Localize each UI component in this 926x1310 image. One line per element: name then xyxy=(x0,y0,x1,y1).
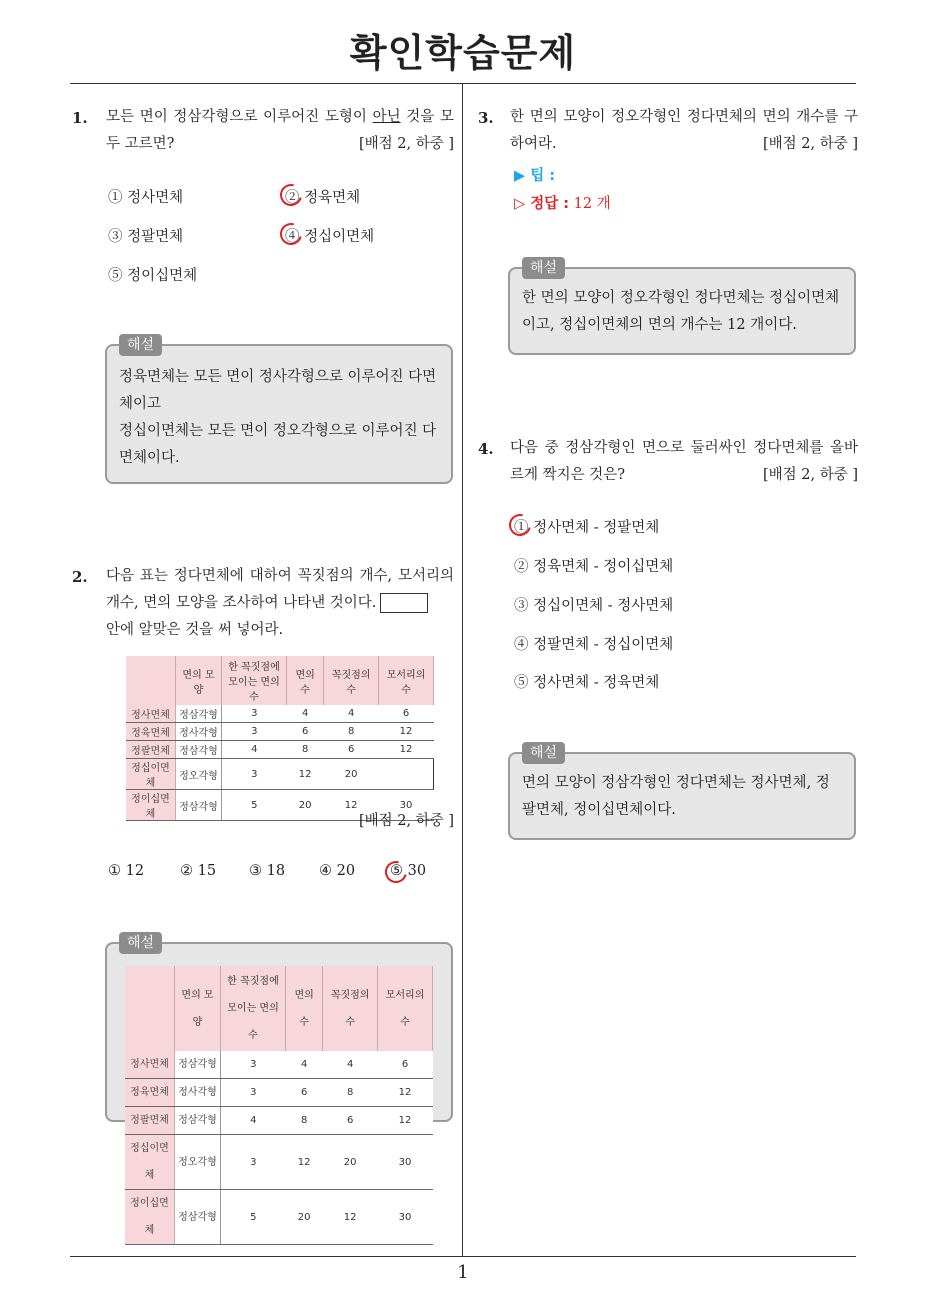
q3-tip-label: ▶ 팁 : xyxy=(514,168,556,184)
q1-option-2[interactable]: ② 정육면체 xyxy=(285,190,361,206)
q3-text: 한 면의 모양이 정오각형인 정다면체의 면의 개수를 구하여라. [배점 2, 하중 ] xyxy=(510,104,858,158)
table-header-cell: 꼭짓점의 수 xyxy=(323,966,378,1051)
table-cell: 4 xyxy=(323,1051,378,1079)
table-header-cell: 꼭짓점의 수 xyxy=(324,656,379,705)
table-header-cell xyxy=(125,966,174,1051)
top-divider xyxy=(70,83,856,84)
table-cell: 20 xyxy=(323,1135,378,1190)
table-cell: 3 xyxy=(221,1051,286,1079)
table-cell: 12 xyxy=(323,1190,378,1245)
q3-answer xyxy=(514,192,611,213)
table-cell: 3 xyxy=(221,1079,286,1107)
table-cell: 12 xyxy=(378,1107,433,1135)
q3-answer-value: 12 개 xyxy=(569,196,611,212)
table-cell: 8 xyxy=(287,741,324,759)
q3-explanation-box xyxy=(508,260,856,355)
table-cell: 6 xyxy=(379,705,434,723)
q2-answer-mark-5 xyxy=(381,857,411,887)
table-cell: 30 xyxy=(378,1190,433,1245)
q1-option-5[interactable]: ⑤ 정이십면체 xyxy=(108,268,198,284)
q1-meta: [배점 2, 하중 ] xyxy=(358,136,454,152)
table-cell xyxy=(379,759,434,790)
table-cell: 4 xyxy=(287,705,324,723)
table-header-cell: 한 꼭짓점에 모이는 면의 수 xyxy=(221,966,286,1051)
q1-explanation-line-2: 정십이면체는 모든 면이 정오각형으로 이루어진 다면체이다. xyxy=(119,423,437,466)
q2-option-3[interactable]: ③ 18 xyxy=(249,863,286,879)
q2-option-4[interactable]: ④ 20 xyxy=(319,863,356,879)
table-cell: 12 xyxy=(286,1135,323,1190)
table-cell: 정육면체 xyxy=(125,1079,174,1107)
q1-text: 모든 면이 정삼각형으로 이루어진 도형이 아닌 것을 모두 고르면? [배점 2, 하중 ] xyxy=(106,104,454,158)
table-header-cell xyxy=(126,656,175,705)
table-row xyxy=(125,1135,433,1190)
table-cell: 정사각형 xyxy=(175,723,221,741)
table-cell: 정육면체 xyxy=(126,723,175,741)
q2-option-1[interactable]: ① 12 xyxy=(108,863,145,879)
q2-meta: [배점 2, 하중 ] xyxy=(358,813,454,829)
table-header-cell: 모서리의 수 xyxy=(378,966,433,1051)
table-cell: 6 xyxy=(324,741,379,759)
table-row xyxy=(126,759,434,790)
table-row xyxy=(125,1190,433,1245)
table-cell: 20 xyxy=(286,1190,323,1245)
table-row xyxy=(125,1051,433,1079)
table-cell: 5 xyxy=(222,790,287,821)
table-cell: 3 xyxy=(221,1135,286,1190)
q1-explanation-tag: 해설 xyxy=(119,334,162,356)
table-header-cell: 면의 수 xyxy=(287,656,324,705)
table-cell: 정삼각형 xyxy=(174,1107,220,1135)
table-cell: 8 xyxy=(286,1107,323,1135)
table-cell: 12 xyxy=(379,741,434,759)
table-cell: 3 xyxy=(222,705,287,723)
q2-explanation-tag: 해설 xyxy=(119,932,162,954)
table-cell: 정오각형 xyxy=(174,1135,220,1190)
table-cell: 정이십면체 xyxy=(126,790,175,821)
q1-option-1[interactable]: ① 정사면체 xyxy=(108,190,184,206)
table-cell: 4 xyxy=(221,1107,286,1135)
q2-option-5[interactable]: ⑤ 30 xyxy=(390,863,427,879)
table-cell: 정사면체 xyxy=(125,1051,174,1079)
table-cell: 30 xyxy=(378,1135,433,1190)
table-cell: 정삼각형 xyxy=(174,1051,220,1079)
page-number: 1 xyxy=(457,1262,469,1283)
table-cell: 정팔면체 xyxy=(126,741,175,759)
q3-answer-label: ▷ 정답 : xyxy=(514,196,570,212)
table-cell: 8 xyxy=(323,1079,378,1107)
table-cell: 6 xyxy=(378,1051,433,1079)
table-cell: 정사면체 xyxy=(126,705,175,723)
q4-explanation: 면의 모양이 정삼각형인 정다면체는 정사면체, 정팔면체, 정이십면체이다. xyxy=(522,775,830,818)
q4-option-1[interactable]: ① 정사면체 - 정팔면체 xyxy=(514,520,660,536)
q2-explanation-box xyxy=(105,935,453,1236)
table-cell: 20 xyxy=(324,759,379,790)
answer-blank xyxy=(380,593,428,613)
table-row xyxy=(126,741,434,759)
q4-option-4[interactable]: ④ 정팔면체 - 정십이면체 xyxy=(514,637,674,653)
table-row xyxy=(126,705,434,723)
page-title: 확인학습문제 xyxy=(349,31,577,75)
table-cell: 정십이면체 xyxy=(126,759,175,790)
table-cell: 정십이면체 xyxy=(125,1135,174,1190)
table-cell: 12 xyxy=(378,1079,433,1107)
q2-text: 다음 표는 정다면체에 대하여 꼭짓점의 개수, 모서리의 개수, 면의 모양을 조사하여 나타낸 것이다. 안에 알맞은 것을 써 넣어라. xyxy=(106,568,454,638)
table-header-cell: 면의 모양 xyxy=(175,656,221,705)
q1-explanation-box xyxy=(105,337,453,484)
q1-number: 1. xyxy=(72,109,88,127)
table-cell: 정팔면체 xyxy=(125,1107,174,1135)
q4-explanation-box xyxy=(508,745,856,840)
q4-option-2[interactable]: ② 정육면체 - 정이십면체 xyxy=(514,559,674,575)
table-cell: 정삼각형 xyxy=(175,741,221,759)
bottom-divider xyxy=(70,1256,856,1257)
table-cell: 12 xyxy=(287,759,324,790)
table-cell: 4 xyxy=(222,741,287,759)
table-cell: 4 xyxy=(324,705,379,723)
table-cell: 정삼각형 xyxy=(175,705,221,723)
table-cell: 정사각형 xyxy=(174,1079,220,1107)
table-cell: 20 xyxy=(287,790,324,821)
column-divider xyxy=(462,83,463,1256)
q4-number: 4. xyxy=(478,440,494,458)
table-cell: 5 xyxy=(221,1190,286,1245)
table-cell: 12 xyxy=(379,723,434,741)
q4-explanation-tag: 해설 xyxy=(522,742,565,764)
q2-option-2[interactable]: ② 15 xyxy=(180,863,217,879)
table-cell: 4 xyxy=(286,1051,323,1079)
table-header-cell: 면의 수 xyxy=(286,966,323,1051)
table-row xyxy=(125,1107,433,1135)
table-header-cell: 면의 모양 xyxy=(174,966,220,1051)
table-cell: 정삼각형 xyxy=(174,1190,220,1245)
q2-table xyxy=(126,656,434,821)
q3-meta: [배점 2, 하중 ] xyxy=(762,136,858,152)
table-cell: 6 xyxy=(287,723,324,741)
table-cell: 정이십면체 xyxy=(125,1190,174,1245)
q4-option-5[interactable]: ⑤ 정사면체 - 정육면체 xyxy=(514,675,660,691)
table-cell: 8 xyxy=(324,723,379,741)
q3-number: 3. xyxy=(478,109,494,127)
q4-option-3[interactable]: ③ 정십이면체 - 정사면체 xyxy=(514,598,674,614)
table-cell: 12 xyxy=(324,790,379,821)
table-cell: 정삼각형 xyxy=(175,790,221,821)
q1-explanation-line-1: 정육면체는 모든 면이 정사각형으로 이루어진 다면체이고 xyxy=(119,369,437,412)
q4-meta: [배점 2, 하중 ] xyxy=(762,467,858,483)
table-cell: 3 xyxy=(222,759,287,790)
q3-explanation: 한 면의 모양이 정오각형인 정다면체는 정십이면체이고, 정십이면체의 면의 개수는 12 개이다. xyxy=(522,290,840,333)
table-cell: 3 xyxy=(222,723,287,741)
table-cell: 정오각형 xyxy=(175,759,221,790)
q1-option-3[interactable]: ③ 정팔면체 xyxy=(108,229,184,245)
table-cell: 6 xyxy=(323,1107,378,1135)
table-cell: 6 xyxy=(286,1079,323,1107)
table-header-cell: 한 꼭짓점에 모이는 면의 수 xyxy=(222,656,287,705)
table-row xyxy=(126,723,434,741)
q4-text: 다음 중 정삼각형인 면으로 둘러싸인 정다면체를 올바르게 짝지은 것은? [배점 2, 하중 ] xyxy=(510,435,858,489)
q2-number: 2. xyxy=(72,568,88,586)
table-header-cell: 모서리의 수 xyxy=(379,656,434,705)
q1-option-4[interactable]: ④ 정십이면체 xyxy=(285,229,375,245)
table-row xyxy=(125,1079,433,1107)
q2-explanation-table xyxy=(125,966,433,1245)
q3-explanation-tag: 해설 xyxy=(522,257,565,279)
table-cell: 30 xyxy=(379,790,434,821)
